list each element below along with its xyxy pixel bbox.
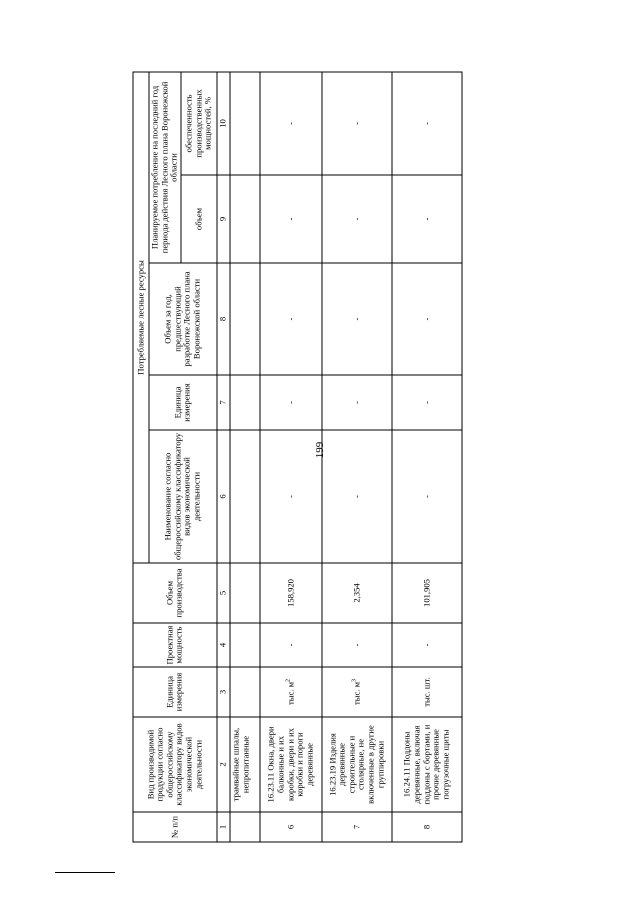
unit-text: тыс. м bbox=[351, 681, 362, 706]
table-row bbox=[392, 72, 462, 842]
cell-volume: 101,905 bbox=[392, 563, 462, 623]
cell-capacity: - bbox=[322, 623, 392, 667]
header-unit2: Единица измерения bbox=[149, 375, 217, 430]
cell-unit bbox=[322, 667, 392, 717]
cell-unit2: - bbox=[260, 375, 322, 430]
cell-volume: 2,354 bbox=[322, 563, 392, 623]
cell-product: 16.23.11 Окна, двери балконные и их коробки, двери и их коробки и пороги деревянные bbox=[260, 717, 322, 812]
cell-planned-volume bbox=[230, 175, 260, 263]
cell-prev-year-volume: - bbox=[392, 263, 462, 375]
cell-n bbox=[230, 812, 260, 842]
header-product: Вид производимой продукции согласно общероссийскому классификатору видов экономической деятельности bbox=[133, 717, 217, 812]
header-planned-share: обеспеченность производственных мощностей, % bbox=[181, 72, 217, 175]
cell-planned-share: - bbox=[322, 72, 392, 175]
cell-okved-name: - bbox=[322, 430, 392, 563]
cell-unit2 bbox=[230, 375, 260, 430]
col-number-5: 5 bbox=[217, 563, 230, 623]
header-planned: Планируемое потребление на последний год периода действия Лесного плана Воронежской области bbox=[149, 72, 181, 263]
col-number-1: 1 bbox=[217, 812, 230, 842]
header-volume: Объем производства bbox=[133, 563, 217, 623]
col-number-9: 9 bbox=[217, 175, 230, 263]
rotated-table-sheet bbox=[133, 73, 458, 843]
cell-product: трамвайные шпалы, непропитанные bbox=[230, 717, 260, 812]
col-number-3: 3 bbox=[217, 667, 230, 717]
cell-planned-volume: - bbox=[322, 175, 392, 263]
resources-table bbox=[133, 71, 463, 842]
unit-text: тыс. шт. bbox=[421, 677, 432, 707]
page-number: 199 bbox=[314, 441, 326, 459]
cell-planned-share: - bbox=[260, 72, 322, 175]
cell-planned-share bbox=[230, 72, 260, 175]
col-number-8: 8 bbox=[217, 263, 230, 375]
col-number-2: 2 bbox=[217, 717, 230, 812]
header-unit: Единица измерения bbox=[133, 667, 217, 717]
cell-volume: 158,920 bbox=[260, 563, 322, 623]
cell-n: 8 bbox=[392, 812, 462, 842]
header-prev-year-volume: Объем за год, предшествующий разработке Лесного плана Воронежской области bbox=[149, 263, 217, 375]
cell-planned-volume: - bbox=[260, 175, 322, 263]
table-row bbox=[260, 72, 322, 842]
col-number-10: 10 bbox=[217, 72, 230, 175]
col-number-4: 4 bbox=[217, 623, 230, 667]
header-capacity: Проектная мощность bbox=[133, 623, 217, 667]
table-row bbox=[230, 72, 260, 842]
footer-rule bbox=[55, 872, 115, 873]
cell-n: 7 bbox=[322, 812, 392, 842]
cell-product: 16.24.11 Поддоны деревянные, включая поддоны с бортами, и прочие деревянные погрузочные щиты bbox=[392, 717, 462, 812]
col-number-6: 6 bbox=[217, 430, 230, 563]
cell-unit bbox=[230, 667, 260, 717]
cell-volume bbox=[230, 563, 260, 623]
header-okved-name: Наименование согласно общероссийскому классификатору видов экономической деятельности bbox=[149, 430, 217, 563]
col-number-7: 7 bbox=[217, 375, 230, 430]
cell-product: 16.23.19 Изделия деревянные строительные и столярные, не включенные в другие группировки bbox=[322, 717, 392, 812]
column-number-row bbox=[217, 72, 230, 842]
cell-unit2: - bbox=[392, 375, 462, 430]
cell-prev-year-volume bbox=[230, 263, 260, 375]
cell-capacity: - bbox=[392, 623, 462, 667]
header-planned-volume: объем bbox=[181, 175, 217, 263]
cell-unit2: - bbox=[322, 375, 392, 430]
unit-superscript: 3 bbox=[351, 678, 358, 682]
header-group-resources: Потребляемые лесные ресурсы bbox=[133, 72, 149, 563]
table-row bbox=[322, 72, 392, 842]
cell-capacity: - bbox=[260, 623, 322, 667]
unit-text: тыс. м bbox=[285, 681, 296, 706]
cell-unit bbox=[260, 667, 322, 717]
cell-capacity bbox=[230, 623, 260, 667]
cell-okved-name: - bbox=[392, 430, 462, 563]
cell-planned-volume: - bbox=[392, 175, 462, 263]
unit-superscript: 2 bbox=[285, 678, 292, 682]
cell-okved-name bbox=[230, 430, 260, 563]
cell-planned-share: - bbox=[392, 72, 462, 175]
cell-prev-year-volume: - bbox=[260, 263, 322, 375]
cell-prev-year-volume: - bbox=[322, 263, 392, 375]
cell-n: 6 bbox=[260, 812, 322, 842]
header-n: № п/п bbox=[133, 812, 217, 842]
cell-okved-name: - bbox=[260, 430, 322, 563]
cell-unit bbox=[392, 667, 462, 717]
